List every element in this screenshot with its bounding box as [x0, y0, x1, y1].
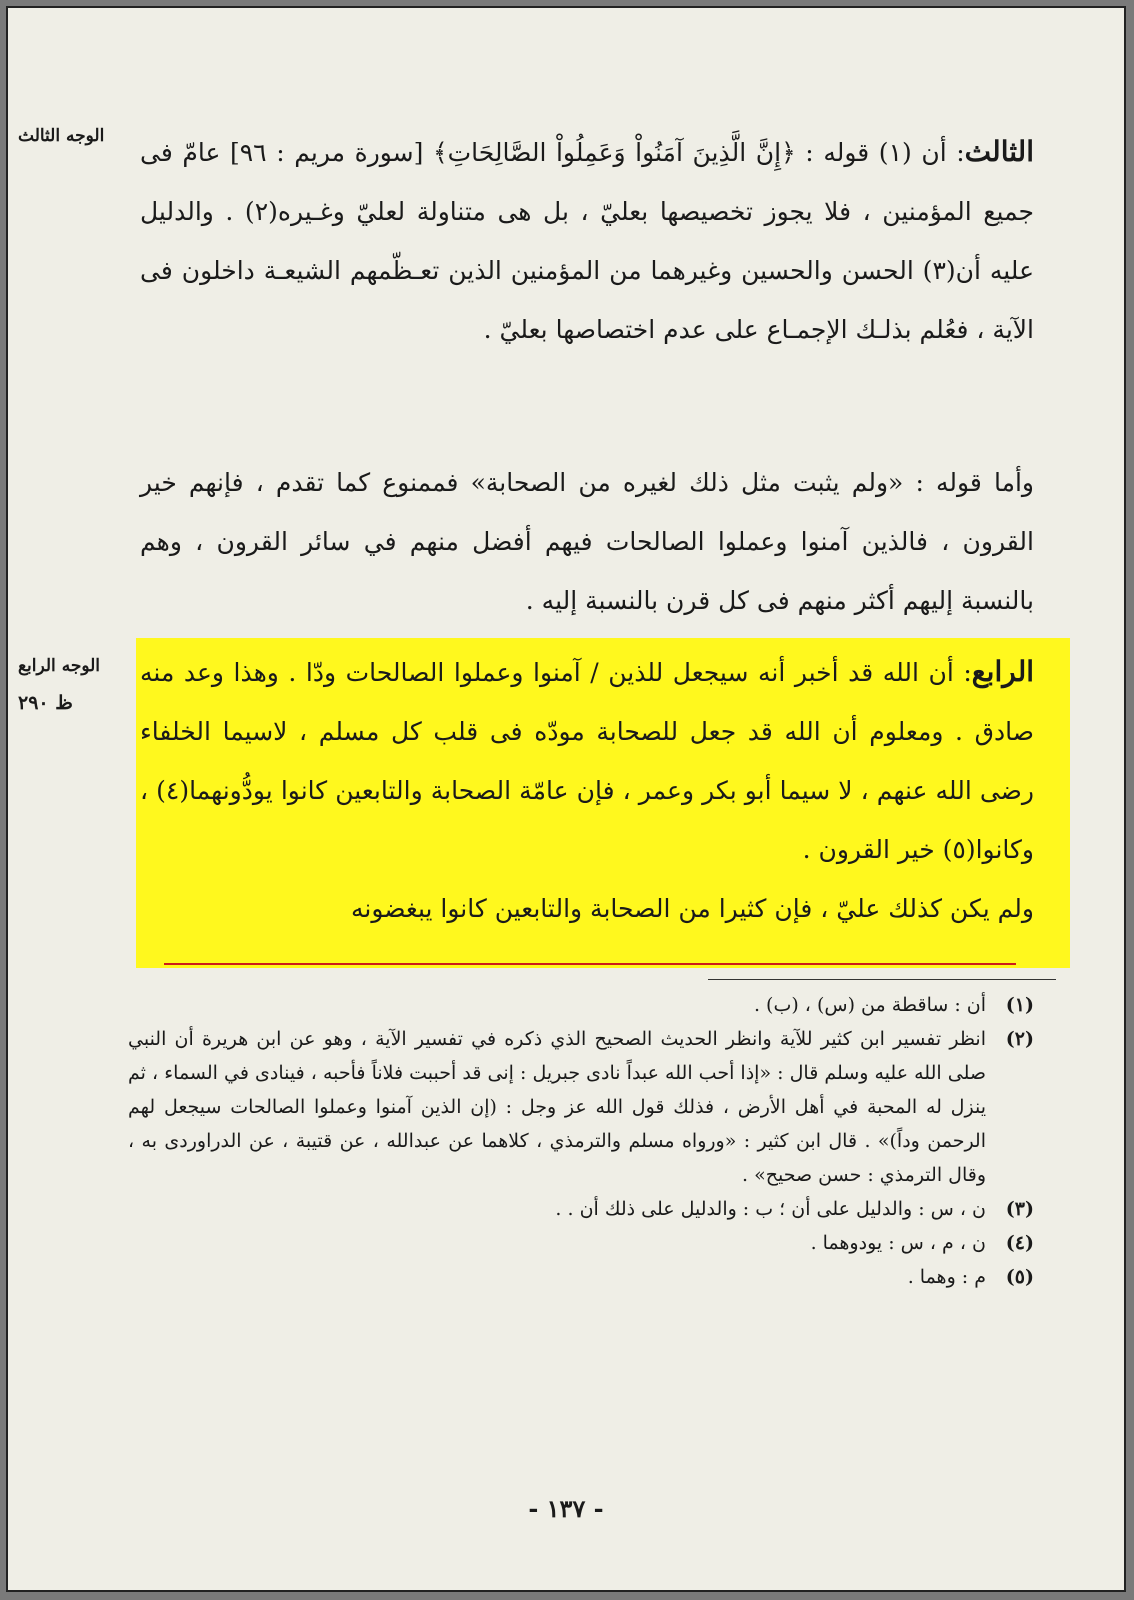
- footnote-separator: [708, 979, 1056, 980]
- footnote-text: أن : ساقطة من (س) ، (ب) .: [753, 994, 986, 1016]
- footnote-text: ن ، س : والدليل على أن ؛ ب : والدليل على ذلك أن . .: [555, 1198, 986, 1220]
- paragraph-lead: الثالث: [964, 135, 1034, 168]
- footnote-number: (٤): [1005, 1232, 1034, 1254]
- footnote-item: [128, 1226, 1034, 1260]
- paragraph-text: وأما قوله : «ولم يثبت مثل ذلك لغيره من الصحابة» فممنوع كما تقدم ، فإنهم خير القرون ، فالذين آمنوا وعملوا الصالحات فيهم أفضل منهم في سائر القرون ، وهم بالنسبة إليهم أكثر منهم فى كل قرن بالنسبة إليه .: [140, 468, 1034, 615]
- underlined-line: ولم يكن كذلك عليّ ، فإن كثيرا من الصحابة والتابعين كانوا يبغضونه: [350, 894, 1034, 923]
- paragraph-text: : أن الله قد أخبر أنه سيجعل للذين / آمنوا وعملوا الصالحات ودّا . وهذا وعد منه صادق . ومعلوم أن الله قد جعل للصحابة مودّه فى قلب كل مسلم ، لاسيما الخلفاء رضى الله عنهم ، لا سيما أبو بكر وعمر ، فإن عامّة الصحابة والتابعين كانوا يودُّونهما(٤) ، وكانوا(٥) خير القرون .: [140, 658, 1034, 864]
- footnote-text: ن ، م ، س : يودوهما .: [810, 1232, 986, 1254]
- footnote-text: انظر تفسير ابن كثير للآية وانظر الحديث الصحيح الذي ذكره في تفسير الآية ، وهو عن ابن هريرة أن النبي صلى الله عليه وسلم قال : «إذا أحب الله عبداً نادى جبريل : إنى قد أحببت فلاناً فأحبه ، فينادى في السماء ، ثم ينزل له المحبة في أهل الأرض ، فذلك قول الله عز وجل : (إن الذين آمنوا وعملوا الصالحات سيجعل لهم الرحمن وداً)» . قال ابن كثير : «ورواه مسلم والترمذي ، كلاهما عن عبدالله ، عن قتيبة ، عن الدراوردى به ، وقال الترمذي : حسن صحيح» .: [128, 1028, 986, 1186]
- paragraph-fourth: [140, 642, 1034, 938]
- paragraph-lead: الرابع: [971, 655, 1034, 688]
- margin-note-fourth-face: الوجه الرابع: [18, 656, 101, 676]
- red-underline: [164, 963, 1016, 965]
- footnote-item: [128, 1192, 1034, 1226]
- footnote-text: م : وهما .: [907, 1266, 986, 1288]
- margin-folio: ظ ٢٩٠: [18, 692, 73, 714]
- footnote-number: (٥): [1005, 1266, 1034, 1288]
- footnote-item: [128, 1022, 1034, 1192]
- footnote-number: (١): [1005, 994, 1034, 1016]
- page-number: - ١٣٧ -: [528, 1494, 604, 1523]
- footnote-number: (٣): [1005, 1198, 1034, 1220]
- footnote-number: (٢): [1005, 1028, 1034, 1050]
- paragraph-response: [140, 453, 1034, 630]
- footnote-item: [128, 988, 1034, 1022]
- paragraph-text: : أن (١) قوله : ﴿إِنَّ الَّذِينَ آمَنُواْ وَعَمِلُواْ الصَّالِحَاتِ﴾ [سورة مريم : ٩٦] عامّ فى جميع المؤمنين ، فلا يجوز تخصيصها بعليّ ، بل هى متناولة لعليّ وغـيره(٢) . والدليل عليه أن(٣) الحسن والحسين وغيرهما من المؤمنين الذين تعـظّمهم الشيعـة داخلون فى الآية ، فعُلم بذلـك الإجمـاع على عدم اختصاصها بعليّ .: [140, 138, 1034, 344]
- footnote-item: [128, 1260, 1034, 1294]
- margin-note-third-face: الوجه الثالث: [18, 126, 105, 146]
- book-page: [6, 6, 1126, 1592]
- paragraph-third: [140, 122, 1034, 359]
- footnotes: [128, 988, 1034, 1294]
